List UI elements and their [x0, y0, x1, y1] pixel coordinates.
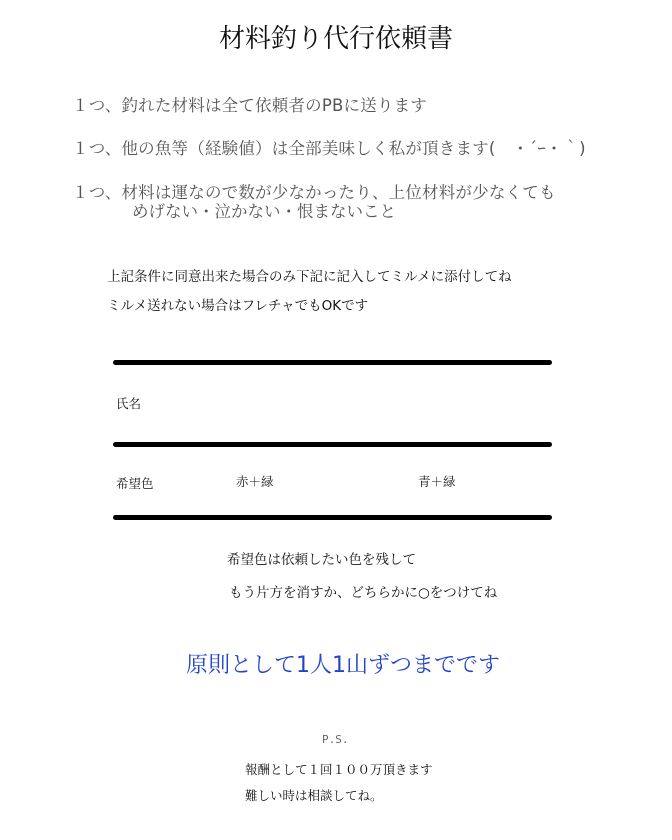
form-rule-middle [113, 442, 552, 447]
term-3: １つ、材料は運なので数が少なかったり、上位材料が少なくても [72, 183, 556, 202]
color-option-blue-green: 青＋緑 [418, 474, 456, 489]
page-title: 材料釣り代行依頼書 [218, 24, 453, 54]
principle-notice: 原則として1人1山ずつまでです [186, 653, 500, 678]
form-rule-bottom [113, 515, 552, 520]
term-2: １つ、他の魚等（経験値）は全部美味しく私が頂きます( ・´ｰ・｀) [72, 139, 586, 158]
condition-line-1: 上記条件に同意出来た場合のみ下記に記入してミルメに添付してね [107, 269, 512, 285]
term-3-continuation: めげない・泣かない・恨まないこと [132, 202, 396, 221]
term-1: １つ、釣れた材料は全て依頼者のPBに送ります [72, 96, 428, 115]
condition-line-2: ミルメ送れない場合はフレチャでもOKです [107, 298, 369, 314]
ps-line-1: 報酬として１回１００万頂きます [245, 762, 433, 777]
color-note-line-1: 希望色は依頼したい色を残して [227, 552, 416, 568]
name-field-label: 氏名 [116, 396, 142, 411]
color-option-red-green: 赤＋緑 [236, 474, 274, 489]
ps-line-2: 難しい時は相談してね。 [245, 788, 383, 803]
ps-label: P.S. [322, 733, 349, 746]
color-field-label: 希望色 [116, 476, 154, 491]
form-rule-top [113, 360, 552, 365]
color-note-line-2: もう片方を消すか、どちらかに○をつけてね [229, 585, 498, 601]
